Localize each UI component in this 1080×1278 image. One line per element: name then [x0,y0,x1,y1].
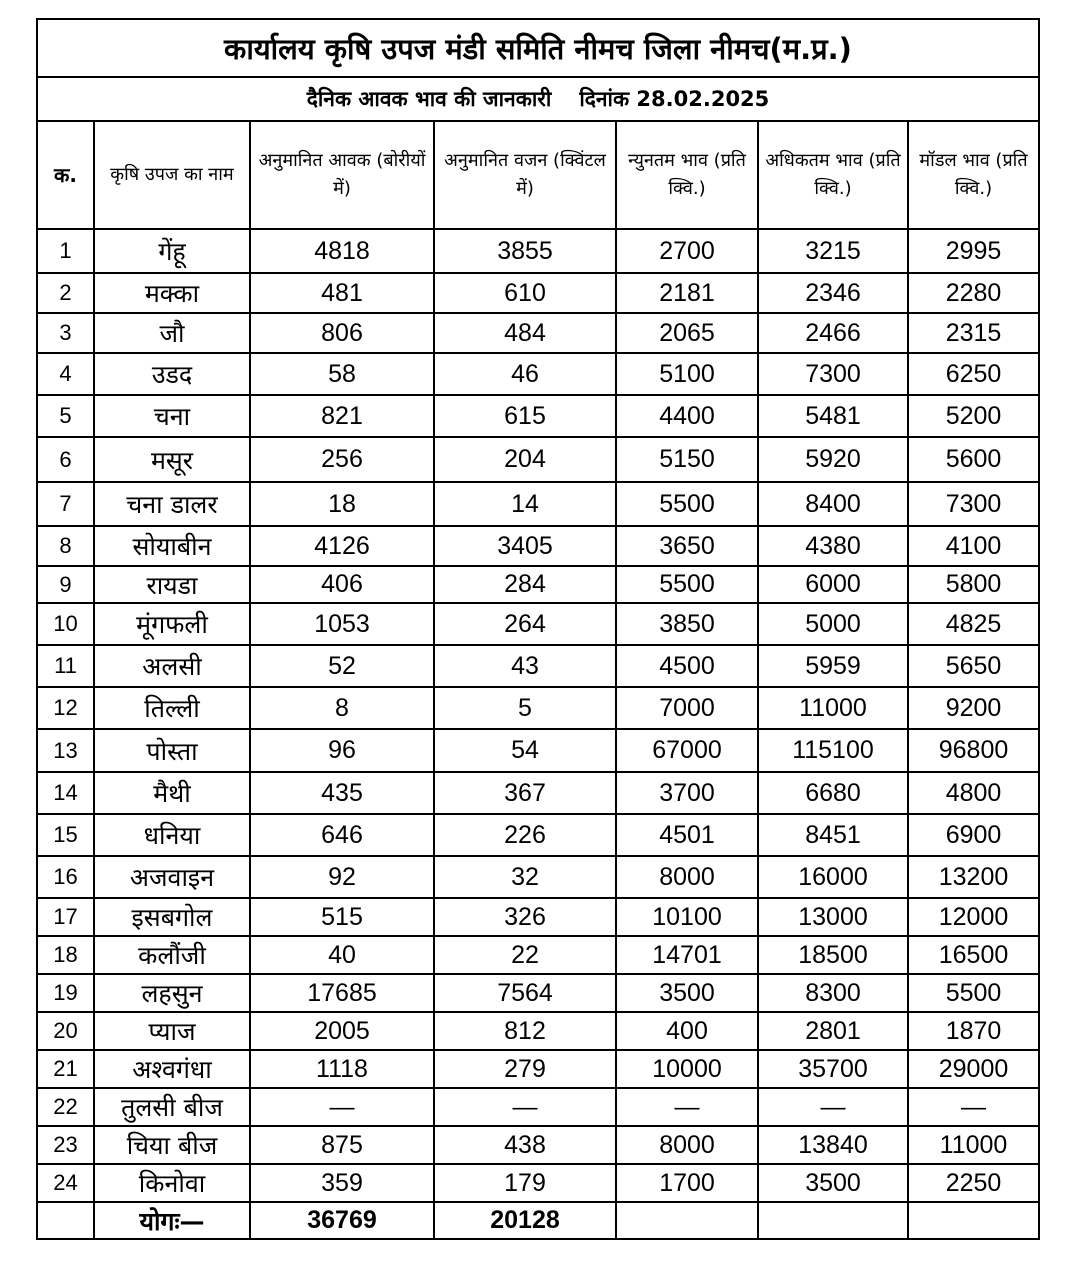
table-cell-commodity: मक्का [94,273,250,313]
table-cell-max-price: 8451 [758,814,908,856]
total-empty-cell [908,1202,1038,1238]
table-cell-arrival-bags: 359 [250,1164,434,1202]
table-cell-sn: 7 [38,482,94,526]
table-row [38,645,1038,687]
table-cell-commodity: अजवाइन [94,856,250,898]
table-cell-modal-price: 2995 [908,229,1038,273]
table-cell-modal-price: 13200 [908,856,1038,898]
table-cell-min-price: 5150 [616,437,758,482]
table-cell-max-price: — [758,1088,908,1126]
col-header-max-price: अधिकतम भाव (प्रति क्वि.) [758,122,908,229]
table-cell-sn: 21 [38,1050,94,1088]
table-cell-sn: 12 [38,687,94,729]
table-cell-sn: 24 [38,1164,94,1202]
table-row [38,313,1038,353]
table-cell-arrival-bags: 17685 [250,974,434,1012]
table-cell-min-price: 14701 [616,936,758,974]
table-cell-modal-price: — [908,1088,1038,1126]
table-cell-modal-price: 4800 [908,772,1038,814]
table-cell-modal-price: 9200 [908,687,1038,729]
table-cell-commodity: धनिया [94,814,250,856]
table-cell-min-price: 4500 [616,645,758,687]
table-cell-arrival-bags: 1118 [250,1050,434,1088]
table-cell-sn: 16 [38,856,94,898]
table-cell-commodity: सोयाबीन [94,526,250,566]
table-cell-modal-price: 5500 [908,974,1038,1012]
table-cell-commodity: तिल्ली [94,687,250,729]
table-cell-sn: 19 [38,974,94,1012]
total-bags: 36769 [250,1202,434,1238]
total-sn-cell [38,1202,94,1238]
table-cell-max-price: 115100 [758,729,908,772]
table-cell-weight: 179 [434,1164,616,1202]
total-row [38,1202,1038,1238]
table-cell-sn: 11 [38,645,94,687]
table-cell-max-price: 5481 [758,395,908,437]
table-cell-modal-price: 29000 [908,1050,1038,1088]
table-cell-commodity: इसबगोल [94,898,250,936]
table-cell-max-price: 5920 [758,437,908,482]
table-cell-modal-price: 96800 [908,729,1038,772]
table-cell-modal-price: 6900 [908,814,1038,856]
table-cell-min-price: 10100 [616,898,758,936]
table-cell-min-price: 2181 [616,273,758,313]
table-row [38,772,1038,814]
table-header-row [38,122,1038,229]
table-cell-modal-price: 1870 [908,1012,1038,1050]
table-cell-weight: 610 [434,273,616,313]
table-cell-min-price: 2065 [616,313,758,353]
table-cell-arrival-bags: 92 [250,856,434,898]
table-cell-min-price: 3500 [616,974,758,1012]
table-cell-modal-price: 16500 [908,936,1038,974]
table-cell-weight: 279 [434,1050,616,1088]
table-cell-max-price: 7300 [758,353,908,395]
table-cell-arrival-bags: 4818 [250,229,434,273]
table-cell-modal-price: 4825 [908,603,1038,645]
table-row [38,566,1038,603]
table-row [38,353,1038,395]
table-row [38,482,1038,526]
table-cell-arrival-bags: 875 [250,1126,434,1164]
table-cell-arrival-bags: 435 [250,772,434,814]
price-table [38,122,1038,1238]
table-cell-modal-price: 5650 [908,645,1038,687]
price-report-sheet [36,18,1040,1240]
table-cell-max-price: 4380 [758,526,908,566]
table-cell-modal-price: 5200 [908,395,1038,437]
table-cell-arrival-bags: 1053 [250,603,434,645]
table-row [38,603,1038,645]
page-title: कार्यालय कृषि उपज मंडी समिति नीमच जिला नीमच(म.प्र.) [38,20,1038,78]
table-cell-min-price: 5500 [616,482,758,526]
table-cell-arrival-bags: 8 [250,687,434,729]
table-cell-max-price: 18500 [758,936,908,974]
table-cell-weight: 14 [434,482,616,526]
table-body [38,229,1038,1202]
table-cell-sn: 9 [38,566,94,603]
table-cell-min-price: 8000 [616,1126,758,1164]
report-subtitle [38,78,1038,122]
table-cell-max-price: 2346 [758,273,908,313]
table-cell-weight: 54 [434,729,616,772]
table-row [38,1126,1038,1164]
table-row [38,898,1038,936]
table-cell-min-price: 7000 [616,687,758,729]
table-cell-min-price: 5500 [616,566,758,603]
table-cell-modal-price: 7300 [908,482,1038,526]
table-cell-commodity: उडद [94,353,250,395]
table-row [38,273,1038,313]
table-cell-sn: 4 [38,353,94,395]
table-cell-arrival-bags: 2005 [250,1012,434,1050]
table-cell-max-price: 5000 [758,603,908,645]
table-cell-weight: 484 [434,313,616,353]
table-cell-weight: — [434,1088,616,1126]
table-cell-min-price: 4400 [616,395,758,437]
table-cell-commodity: पोस्ता [94,729,250,772]
col-header-min-price: न्युनतम भाव (प्रति क्वि.) [616,122,758,229]
table-cell-min-price: 4501 [616,814,758,856]
table-cell-max-price: 35700 [758,1050,908,1088]
table-row [38,974,1038,1012]
table-cell-commodity: प्याज [94,1012,250,1050]
table-row [38,1164,1038,1202]
total-weight: 20128 [434,1202,616,1238]
table-cell-modal-price: 2250 [908,1164,1038,1202]
table-row [38,1050,1038,1088]
col-header-arrival-bags: अनुमानित आवक (बोरीयों में) [250,122,434,229]
table-cell-arrival-bags: 52 [250,645,434,687]
table-cell-arrival-bags: 515 [250,898,434,936]
table-cell-sn: 13 [38,729,94,772]
col-header-name: कृषि उपज का नाम [94,122,250,229]
table-cell-modal-price: 5800 [908,566,1038,603]
table-row [38,229,1038,273]
table-cell-min-price: 67000 [616,729,758,772]
table-cell-commodity: चिया बीज [94,1126,250,1164]
table-cell-commodity: मैथी [94,772,250,814]
table-cell-max-price: 5959 [758,645,908,687]
table-cell-weight: 812 [434,1012,616,1050]
table-cell-weight: 32 [434,856,616,898]
table-cell-sn: 8 [38,526,94,566]
table-cell-min-price: 400 [616,1012,758,1050]
table-cell-commodity: लहसुन [94,974,250,1012]
table-cell-min-price: 3700 [616,772,758,814]
col-header-weight: अनुमानित वजन (क्विंटल में) [434,122,616,229]
table-row [38,936,1038,974]
table-cell-min-price: 10000 [616,1050,758,1088]
table-cell-sn: 6 [38,437,94,482]
table-cell-weight: 22 [434,936,616,974]
table-cell-min-price: — [616,1088,758,1126]
table-cell-commodity: रायडा [94,566,250,603]
table-cell-sn: 15 [38,814,94,856]
table-cell-sn: 3 [38,313,94,353]
total-empty-cell [616,1202,758,1238]
table-cell-max-price: 11000 [758,687,908,729]
table-cell-modal-price: 11000 [908,1126,1038,1164]
table-row [38,729,1038,772]
table-cell-arrival-bags: 481 [250,273,434,313]
table-row [38,395,1038,437]
table-cell-sn: 1 [38,229,94,273]
table-cell-weight: 438 [434,1126,616,1164]
table-cell-max-price: 6000 [758,566,908,603]
table-cell-sn: 10 [38,603,94,645]
table-cell-arrival-bags: 40 [250,936,434,974]
table-cell-weight: 284 [434,566,616,603]
table-cell-min-price: 3650 [616,526,758,566]
table-cell-weight: 43 [434,645,616,687]
table-cell-weight: 3405 [434,526,616,566]
table-cell-weight: 264 [434,603,616,645]
table-row [38,526,1038,566]
table-cell-arrival-bags: 96 [250,729,434,772]
table-cell-modal-price: 2280 [908,273,1038,313]
table-cell-max-price: 8300 [758,974,908,1012]
table-cell-commodity: चना [94,395,250,437]
table-cell-sn: 22 [38,1088,94,1126]
table-cell-arrival-bags: 646 [250,814,434,856]
table-cell-min-price: 3850 [616,603,758,645]
table-cell-max-price: 2466 [758,313,908,353]
table-cell-weight: 615 [434,395,616,437]
table-cell-sn: 18 [38,936,94,974]
table-cell-max-price: 13840 [758,1126,908,1164]
table-cell-modal-price: 2315 [908,313,1038,353]
table-cell-min-price: 8000 [616,856,758,898]
table-cell-arrival-bags: 18 [250,482,434,526]
table-cell-commodity: किनोवा [94,1164,250,1202]
table-cell-commodity: जौ [94,313,250,353]
table-cell-modal-price: 12000 [908,898,1038,936]
table-cell-max-price: 2801 [758,1012,908,1050]
table-cell-max-price: 13000 [758,898,908,936]
table-cell-min-price: 2700 [616,229,758,273]
table-cell-weight: 5 [434,687,616,729]
report-date: दिनांक 28.02.2025 [579,87,770,111]
table-cell-min-price: 1700 [616,1164,758,1202]
table-cell-modal-price: 4100 [908,526,1038,566]
table-cell-arrival-bags: 4126 [250,526,434,566]
table-cell-arrival-bags: 256 [250,437,434,482]
table-cell-max-price: 3215 [758,229,908,273]
table-cell-sn: 5 [38,395,94,437]
table-cell-weight: 204 [434,437,616,482]
table-cell-weight: 7564 [434,974,616,1012]
table-cell-min-price: 5100 [616,353,758,395]
table-cell-max-price: 8400 [758,482,908,526]
report-label: दैनिक आवक भाव की जानकारी [306,87,552,111]
table-row [38,856,1038,898]
table-cell-sn: 14 [38,772,94,814]
total-empty-cell [758,1202,908,1238]
table-cell-weight: 226 [434,814,616,856]
table-cell-arrival-bags: 406 [250,566,434,603]
table-cell-modal-price: 5600 [908,437,1038,482]
table-cell-max-price: 6680 [758,772,908,814]
table-cell-sn: 2 [38,273,94,313]
table-row [38,687,1038,729]
table-cell-arrival-bags: 58 [250,353,434,395]
table-cell-max-price: 3500 [758,1164,908,1202]
table-cell-max-price: 16000 [758,856,908,898]
table-cell-commodity: मूंगफली [94,603,250,645]
total-label: योगः— [94,1202,250,1238]
table-cell-weight: 367 [434,772,616,814]
table-cell-commodity: चना डालर [94,482,250,526]
table-cell-modal-price: 6250 [908,353,1038,395]
table-cell-commodity: तुलसी बीज [94,1088,250,1126]
table-cell-commodity: गेंहू [94,229,250,273]
table-row [38,814,1038,856]
table-row [38,437,1038,482]
table-cell-weight: 326 [434,898,616,936]
table-cell-sn: 17 [38,898,94,936]
col-header-modal-price: मॉडल भाव (प्रति क्वि.) [908,122,1038,229]
col-header-sn: क. [38,122,94,229]
table-cell-arrival-bags: 806 [250,313,434,353]
table-cell-sn: 20 [38,1012,94,1050]
table-cell-arrival-bags: 821 [250,395,434,437]
table-cell-commodity: कलौंजी [94,936,250,974]
table-cell-weight: 3855 [434,229,616,273]
table-cell-sn: 23 [38,1126,94,1164]
table-cell-commodity: अलसी [94,645,250,687]
table-cell-arrival-bags: — [250,1088,434,1126]
table-row [38,1088,1038,1126]
table-cell-weight: 46 [434,353,616,395]
table-row [38,1012,1038,1050]
table-cell-commodity: अश्वगंधा [94,1050,250,1088]
table-cell-commodity: मसूर [94,437,250,482]
